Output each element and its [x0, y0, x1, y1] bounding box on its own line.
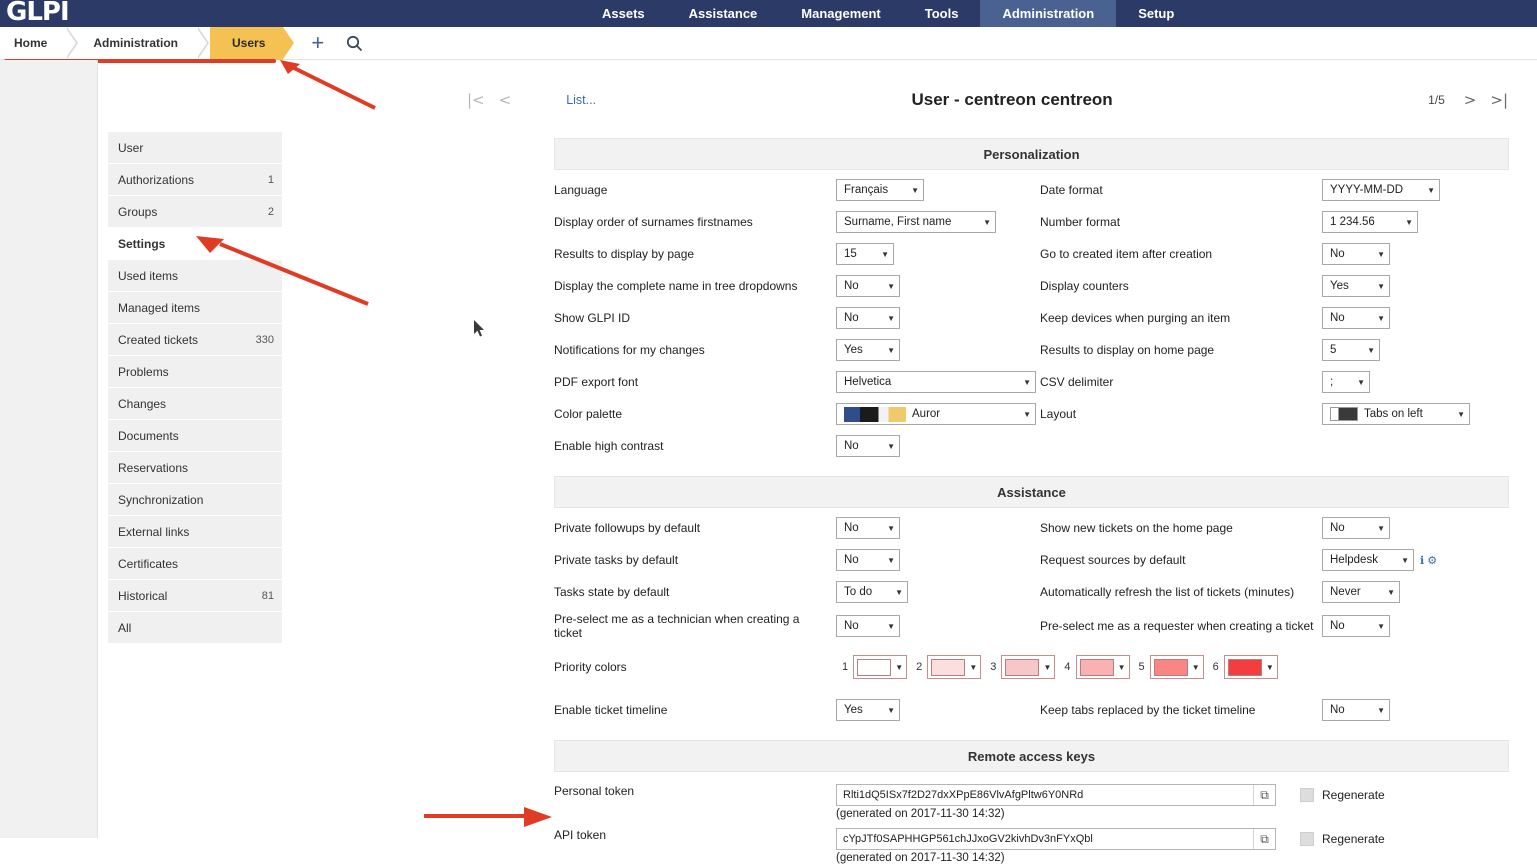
label-preselect-requester: Pre-select me as a requester when creating a ticket	[1040, 619, 1314, 633]
select-keep-tabs[interactable]	[1322, 699, 1390, 721]
select-results-per-page-value: 15	[844, 248, 857, 260]
breadcrumb-item-home[interactable]	[0, 27, 65, 60]
row-pdf-font	[554, 366, 1509, 398]
chevron-down-icon: ▼	[1377, 705, 1385, 715]
api-token-input[interactable]	[836, 828, 1276, 850]
select-results-per-page[interactable]	[836, 243, 894, 265]
select-high-contrast-value: No	[844, 440, 859, 452]
row-show-glpi-id	[554, 302, 1509, 334]
page-counter: 1/5	[1428, 93, 1445, 107]
row-high-contrast	[554, 430, 1509, 462]
personal-token-value: Rlti1dQ5ISx7f2D27dxXPpE86VlvAfgPltw6Y0NRd	[843, 789, 1084, 801]
select-private-tasks-value: No	[844, 554, 859, 566]
priority-2-number: 2	[916, 661, 923, 673]
tab-created-tickets-badge: 330	[255, 333, 274, 346]
select-tasks-state[interactable]	[836, 581, 908, 603]
chevron-down-icon: ▼	[881, 249, 889, 259]
priority-5-number: 5	[1138, 661, 1145, 673]
tab-reservations[interactable]	[108, 452, 282, 484]
select-goto-created-item-value: No	[1330, 248, 1345, 260]
label-enable-timeline: Enable ticket timeline	[554, 703, 668, 717]
regenerate-checkbox[interactable]	[1300, 788, 1314, 802]
label-private-followups: Private followups by default	[554, 521, 701, 535]
select-keep-devices[interactable]	[1322, 307, 1390, 329]
select-pdf-font-value: Helvetica	[844, 376, 892, 388]
chevron-down-icon: ▼	[1387, 587, 1395, 597]
info-icon[interactable]: ℹ	[1420, 554, 1425, 567]
chevron-down-icon: ▼	[887, 621, 895, 631]
chevron-down-icon: ▼	[1357, 377, 1365, 387]
row-priority-colors	[554, 644, 1509, 690]
row-personal-token	[554, 776, 1509, 820]
priority-5-picker[interactable]	[1150, 655, 1204, 679]
select-tasks-state-value: To do	[844, 586, 873, 598]
chevron-down-icon: ▼	[887, 345, 895, 355]
select-preselect-requester-value: No	[1330, 620, 1345, 632]
chevron-down-icon: ▼	[1117, 662, 1126, 672]
label-pdf-font: PDF export font	[554, 375, 639, 389]
chevron-down-icon: ▼	[1023, 409, 1031, 419]
settings-form	[554, 138, 1509, 864]
select-request-sources[interactable]	[1322, 549, 1414, 571]
chevron-down-icon: ▼	[1405, 217, 1413, 227]
row-color-palette	[554, 398, 1509, 430]
select-enable-timeline-value: Yes	[844, 704, 863, 716]
api-token-generated: (generated on 2017-11-30 14:32)	[836, 852, 1005, 864]
personal-token-regenerate[interactable]	[1300, 788, 1385, 802]
breadcrumb	[0, 27, 1537, 60]
page-title: User - centreon centreon	[911, 90, 1113, 109]
tab-settings[interactable]	[108, 228, 282, 260]
chevron-down-icon: ▼	[895, 662, 904, 672]
row-notifications-changes	[554, 334, 1509, 366]
select-goto-created-item[interactable]	[1322, 243, 1390, 265]
row-display-order	[554, 206, 1509, 238]
label-keep-devices: Keep devices when purging an item	[1040, 311, 1231, 325]
select-keep-tabs-value: No	[1330, 704, 1345, 716]
select-high-contrast[interactable]	[836, 435, 900, 457]
annotation-arrow-api-token	[424, 806, 554, 832]
chevron-down-icon: ▼	[1191, 662, 1200, 672]
tab-historical-badge: 81	[261, 589, 274, 602]
app-logo[interactable]: GLPI	[6, 0, 69, 27]
select-show-glpi-id[interactable]	[836, 307, 900, 329]
select-date-format-value: YYYY-MM-DD	[1330, 184, 1404, 196]
tab-changes-label: Changes	[118, 396, 167, 411]
chevron-down-icon: ▼	[887, 705, 895, 715]
tab-authorizations-label: Authorizations	[118, 172, 195, 187]
tab-managed-items[interactable]	[108, 292, 282, 324]
select-notifications-changes[interactable]	[836, 339, 900, 361]
previous-page-icon[interactable]: <	[498, 91, 512, 109]
select-language[interactable]	[836, 179, 924, 201]
label-results-per-page: Results to display by page	[554, 247, 695, 261]
select-display-counters-value: Yes	[1330, 280, 1349, 292]
priority-3-picker[interactable]	[1001, 655, 1055, 679]
search-icon[interactable]	[346, 35, 363, 52]
label-keep-tabs: Keep tabs replaced by the ticket timeline	[1040, 703, 1256, 717]
priority-3-swatch	[1005, 659, 1039, 676]
layout-swatch-icon	[1330, 407, 1358, 421]
label-tasks-state: Tasks state by default	[554, 585, 670, 599]
nav-item-management[interactable]: Management	[801, 6, 881, 21]
label-language: Language	[554, 183, 608, 197]
tab-created-tickets-label: Created tickets	[118, 332, 199, 347]
chevron-down-icon: ▼	[969, 662, 978, 672]
select-language-value: Français	[844, 184, 889, 196]
chevron-down-icon: ▼	[911, 185, 919, 195]
label-goto-created-item: Go to created item after creation	[1040, 247, 1213, 261]
priority-4-picker[interactable]	[1076, 655, 1130, 679]
label-private-tasks: Private tasks by default	[554, 553, 679, 567]
priority-3-number: 3	[990, 661, 997, 673]
row-api-token	[554, 820, 1509, 864]
breadcrumb-separator3-fill-icon	[283, 27, 294, 59]
personal-token-regenerate-label: Regenerate	[1322, 788, 1385, 802]
chevron-down-icon: ▼	[887, 523, 895, 533]
select-private-tasks[interactable]	[836, 549, 900, 571]
copy-icon[interactable]: ⧉	[1253, 785, 1275, 805]
tab-documents[interactable]	[108, 420, 282, 452]
tab-settings-label: Settings	[118, 236, 166, 251]
label-results-home-page: Results to display on home page	[1040, 343, 1215, 357]
label-complete-name-tree: Display the complete name in tree dropdowns	[554, 279, 798, 293]
chevron-down-icon: ▼	[1377, 281, 1385, 291]
chevron-down-icon: ▼	[887, 281, 895, 291]
priority-2-picker[interactable]	[927, 655, 981, 679]
tab-managed-items-label: Managed items	[118, 300, 201, 315]
label-request-sources: Request sources by default	[1040, 553, 1186, 567]
chevron-down-icon: ▼	[1377, 523, 1385, 533]
breadcrumb-administration-label: Administration	[93, 36, 179, 50]
nav-item-tools[interactable]: Tools	[924, 6, 959, 21]
select-display-order-value: Surname, First name	[844, 216, 952, 228]
select-enable-timeline[interactable]	[836, 699, 900, 721]
tab-groups-badge: 2	[267, 205, 274, 218]
tab-used-items-label: Used items	[118, 268, 179, 283]
chevron-down-icon: ▼	[1457, 409, 1465, 419]
tab-external-links[interactable]	[108, 516, 282, 548]
chevron-down-icon: ▼	[1377, 621, 1385, 631]
label-api-token: API token	[554, 828, 607, 842]
breadcrumb-item-administration[interactable]	[79, 27, 196, 60]
tab-historical[interactable]	[108, 580, 282, 612]
label-show-glpi-id: Show GLPI ID	[554, 311, 631, 325]
tab-authorizations[interactable]	[108, 164, 282, 196]
tab-changes[interactable]	[108, 388, 282, 420]
nav-spacer	[120, 0, 580, 27]
tab-used-items[interactable]	[108, 260, 282, 292]
tab-groups-label: Groups	[118, 204, 158, 219]
chevron-down-icon: ▼	[1427, 185, 1435, 195]
label-high-contrast: Enable high contrast	[554, 439, 664, 453]
tab-reservations-label: Reservations	[118, 460, 189, 475]
label-personal-token: Personal token	[554, 784, 635, 798]
section-personalization: Personalization	[554, 138, 1509, 170]
select-show-new-tickets-value: No	[1330, 522, 1345, 534]
chevron-down-icon: ▼	[887, 441, 895, 451]
label-display-counters: Display counters	[1040, 279, 1129, 293]
priority-1-swatch	[857, 659, 891, 676]
select-private-followups-value: No	[844, 522, 859, 534]
last-page-icon[interactable]: >|	[1490, 91, 1508, 109]
tab-certificates-label: Certificates	[118, 556, 179, 571]
chevron-down-icon: ▼	[1265, 662, 1274, 672]
select-csv-delimiter[interactable]	[1322, 371, 1370, 393]
select-date-format[interactable]	[1322, 179, 1440, 201]
priority-6-swatch	[1228, 659, 1262, 676]
priority-4-swatch	[1080, 659, 1114, 676]
tab-external-links-label: External links	[118, 524, 190, 539]
select-layout-value: Tabs on left	[1364, 408, 1423, 420]
chevron-down-icon: ▼	[887, 313, 895, 323]
section-remote-access-keys: Remote access keys	[554, 740, 1509, 772]
chevron-down-icon: ▼	[1377, 249, 1385, 259]
label-notifications-changes: Notifications for my changes	[554, 343, 705, 357]
row-preselect-technician	[554, 608, 1509, 644]
priority-6-picker[interactable]	[1224, 655, 1278, 679]
select-private-followups[interactable]	[836, 517, 900, 539]
select-notifications-changes-value: Yes	[844, 344, 863, 356]
row-language	[554, 174, 1509, 206]
nav-item-assets[interactable]: Assets	[602, 6, 645, 21]
priority-colors-group	[836, 655, 1509, 679]
select-csv-delimiter-value: ;	[1330, 376, 1334, 388]
api-token-value: cYpJTf0SAPHHGP561chJJxoGV2kivhDv3nFYxQbl	[843, 833, 1093, 845]
priority-6-number: 6	[1212, 661, 1219, 673]
add-item-icon[interactable]: +	[311, 30, 325, 55]
api-token-regenerate-label: Regenerate	[1322, 832, 1385, 846]
tab-user-label: User	[118, 140, 144, 155]
row-results-per-page	[554, 238, 1509, 270]
chevron-down-icon: ▼	[1377, 313, 1385, 323]
chevron-down-icon: ▼	[983, 217, 991, 227]
breadcrumb-home-label: Home	[14, 36, 48, 50]
list-link[interactable]: List...	[566, 93, 597, 107]
personal-token-generated: (generated on 2017-11-30 14:32)	[836, 808, 1005, 820]
top-nav-items	[580, 0, 1196, 27]
select-color-palette[interactable]	[836, 403, 1036, 425]
select-number-format[interactable]	[1322, 211, 1418, 233]
palette-swatch-icon	[844, 407, 906, 422]
regenerate-checkbox[interactable]	[1300, 832, 1314, 846]
top-navigation-bar	[0, 0, 1537, 27]
tab-authorizations-badge: 1	[267, 173, 274, 186]
chevron-down-icon: ▼	[1367, 345, 1375, 355]
label-show-new-tickets: Show new tickets on the home page	[1040, 521, 1233, 535]
label-number-format: Number format	[1040, 215, 1121, 229]
mouse-cursor	[474, 320, 486, 338]
priority-2-swatch	[931, 659, 965, 676]
tab-groups[interactable]	[108, 196, 282, 228]
settings-tab-list	[108, 132, 282, 644]
row-private-followups	[554, 512, 1509, 544]
row-complete-name-tree	[554, 270, 1509, 302]
tab-problems[interactable]	[108, 356, 282, 388]
select-show-glpi-id-value: No	[844, 312, 859, 324]
chevron-down-icon: ▼	[1401, 555, 1409, 565]
label-display-order: Display order of surnames firstnames	[554, 215, 753, 229]
select-results-home-page[interactable]	[1322, 339, 1380, 361]
select-layout[interactable]	[1322, 403, 1470, 425]
label-color-palette: Color palette	[554, 407, 623, 421]
priority-4-number: 4	[1064, 661, 1071, 673]
row-private-tasks	[554, 544, 1509, 576]
tab-problems-label: Problems	[118, 364, 169, 379]
nav-item-assistance[interactable]: Assistance	[688, 6, 758, 21]
section-assistance: Assistance	[554, 476, 1509, 508]
left-side-panel	[0, 60, 98, 838]
select-auto-refresh-value: Never	[1330, 586, 1361, 598]
select-complete-name-tree[interactable]	[836, 275, 900, 297]
select-preselect-technician-value: No	[844, 620, 859, 632]
priority-1-picker[interactable]	[853, 655, 907, 679]
copy-icon[interactable]: ⧉	[1253, 829, 1275, 849]
chevron-down-icon: ▼	[887, 555, 895, 565]
select-results-home-page-value: 5	[1330, 344, 1337, 356]
tab-synchronization[interactable]	[108, 484, 282, 516]
tab-documents-label: Documents	[118, 428, 179, 443]
label-csv-delimiter: CSV delimiter	[1040, 375, 1114, 389]
tab-certificates[interactable]	[108, 548, 282, 580]
select-color-palette-value: Auror	[912, 408, 941, 420]
tab-all[interactable]	[108, 612, 282, 644]
row-enable-timeline	[554, 690, 1509, 730]
nav-item-administration[interactable]: Administration	[980, 0, 1116, 27]
next-page-icon[interactable]: >	[1463, 91, 1477, 109]
select-auto-refresh[interactable]	[1322, 581, 1400, 603]
select-display-order[interactable]	[836, 211, 996, 233]
select-preselect-requester[interactable]	[1322, 615, 1390, 637]
tab-created-tickets[interactable]	[108, 324, 282, 356]
priority-1-number: 1	[842, 661, 849, 673]
select-complete-name-tree-value: No	[844, 280, 859, 292]
select-show-new-tickets[interactable]	[1322, 517, 1390, 539]
label-preselect-technician: Pre-select me as a technician when creating a ticket	[554, 612, 800, 640]
label-auto-refresh: Automatically refresh the list of tickets (minutes)	[1040, 585, 1295, 599]
select-request-sources-value: Helpdesk	[1330, 554, 1378, 566]
tab-user[interactable]	[108, 132, 282, 164]
label-layout: Layout	[1040, 407, 1077, 421]
page-header	[300, 78, 1515, 122]
tab-historical-label: Historical	[118, 588, 168, 603]
nav-item-setup[interactable]: Setup	[1138, 6, 1175, 21]
select-preselect-technician[interactable]	[836, 615, 900, 637]
select-keep-devices-value: No	[1330, 312, 1345, 324]
select-number-format-value: 1 234.56	[1330, 216, 1375, 228]
gear-icon[interactable]: ⚙	[1427, 554, 1438, 567]
tab-all-label: All	[118, 620, 132, 635]
breadcrumb-separator-fill-icon	[65, 27, 76, 59]
select-display-counters[interactable]	[1322, 275, 1390, 297]
chevron-down-icon: ▼	[1043, 662, 1052, 672]
label-date-format: Date format	[1040, 183, 1103, 197]
first-page-icon[interactable]: |<	[467, 91, 485, 109]
chevron-down-icon: ▼	[895, 587, 903, 597]
priority-5-swatch	[1154, 659, 1188, 676]
select-pdf-font[interactable]	[836, 371, 1036, 393]
label-priority-colors: Priority colors	[554, 660, 627, 674]
breadcrumb-separator2-fill-icon	[196, 27, 207, 59]
chevron-down-icon: ▼	[1023, 377, 1031, 387]
row-tasks-state	[554, 576, 1509, 608]
breadcrumb-item-users[interactable]	[210, 27, 283, 60]
api-token-regenerate[interactable]	[1300, 832, 1385, 846]
tab-synchronization-label: Synchronization	[118, 492, 204, 507]
breadcrumb-users-label: Users	[232, 36, 266, 50]
personal-token-input[interactable]	[836, 784, 1276, 806]
